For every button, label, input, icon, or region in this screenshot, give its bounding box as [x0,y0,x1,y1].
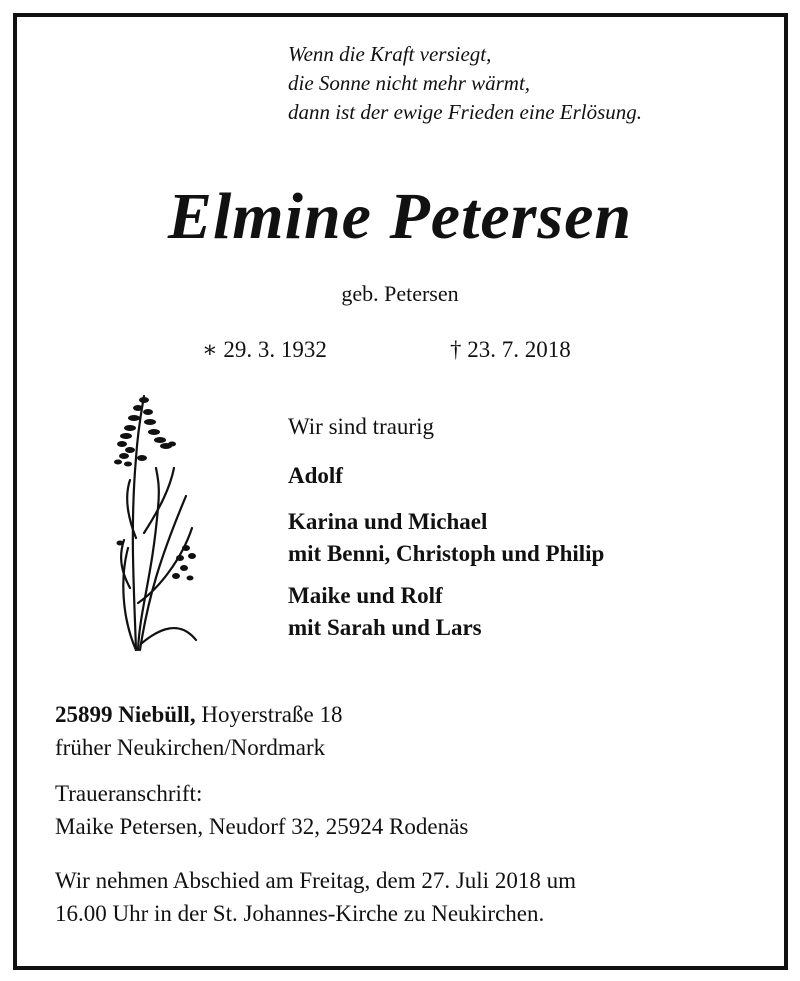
funeral-info-line-2: 16.00 Uhr in der St. Johannes-Kirche zu Neukirchen. [55,901,545,926]
funeral-info-line-1: Wir nehmen Abschied am Freitag, dem 27. Juli 2018 um [55,868,576,893]
birth-date: ∗ 29. 3. 1932 [202,337,327,362]
deceased-name: Elmine Petersen [167,180,633,253]
home-address-city: 25899 Niebüll, [55,702,196,727]
home-address [55,702,342,728]
mourning-address-value: Maike Petersen, Neudorf 32, 25924 Rodenäs [55,814,469,839]
poem-line-1: Wenn die Kraft versiegt, [288,42,492,66]
former-residence: früher Neukirchen/Nordmark [55,735,326,760]
grass-illustration-icon [100,388,210,653]
poem [288,40,642,127]
poem-line-2: die Sonne nicht mehr wärmt, [288,71,531,95]
mourner-family-2-line-2: mit Benni, Christoph und Philip [288,541,605,566]
poem-line-3: dann ist der ewige Frieden eine Erlösung. [288,100,643,124]
mourning-address-label: Traueranschrift: [55,781,203,806]
mourner-family-3-line-1: Maike und Rolf [288,583,443,608]
death-date: † 23. 7. 2018 [450,337,571,362]
mourner-family-2-line-1: Karina und Michael [288,509,488,534]
birth-name: geb. Petersen [341,281,459,306]
mourner-family-3-line-2: mit Sarah und Lars [288,615,482,640]
mourners-intro: Wir sind traurig [288,414,434,439]
mourner-family-1: Adolf [288,463,343,488]
home-address-street: Hoyerstraße 18 [195,702,343,727]
